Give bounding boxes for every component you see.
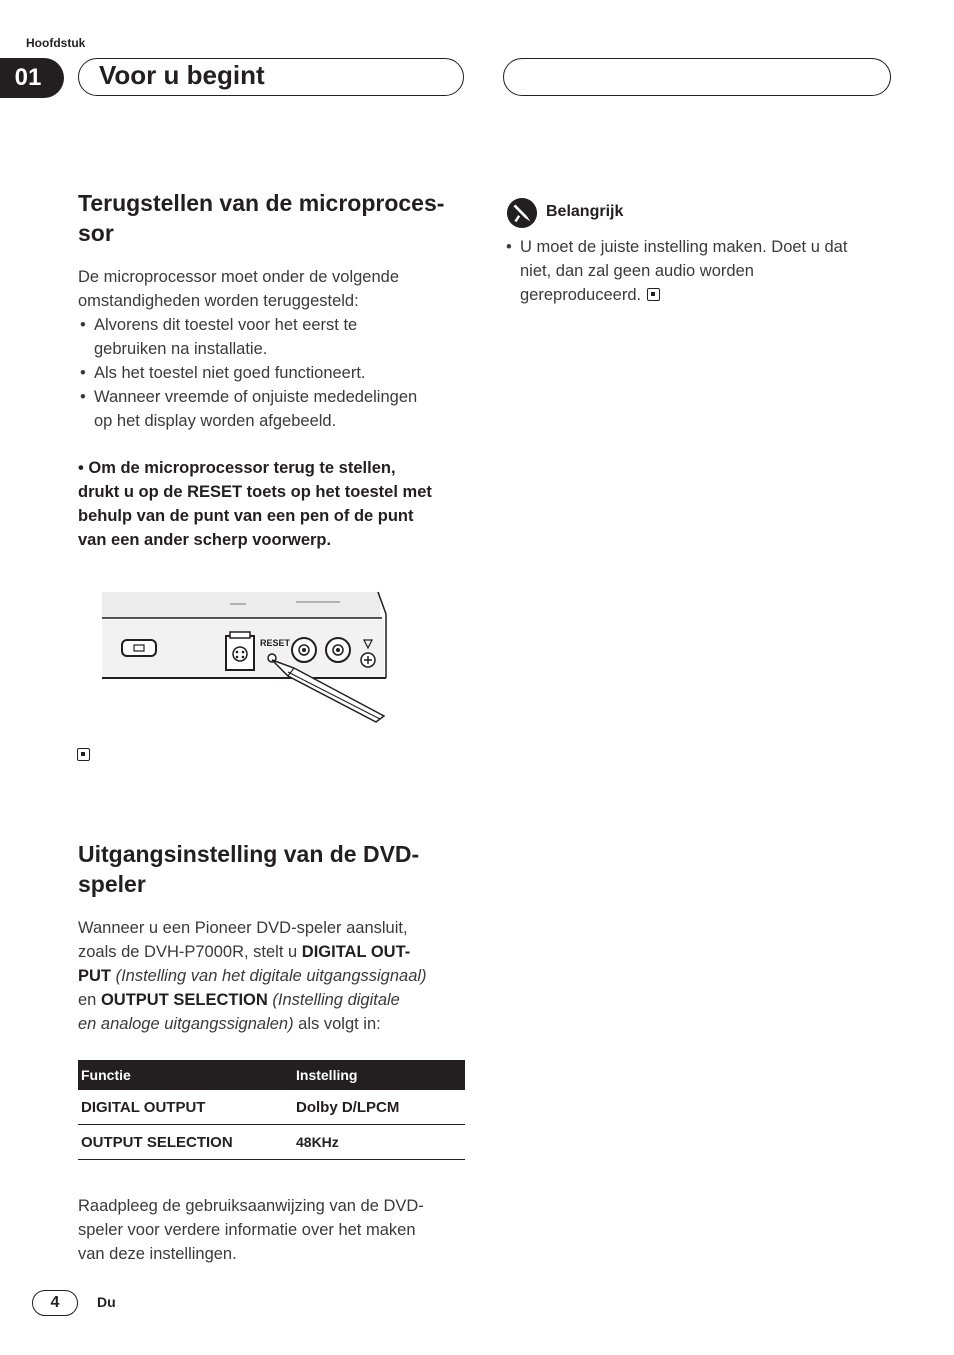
intro-text: De microprocessor moet onder de volgende omstandigheden worden teruggesteld: [78, 268, 400, 310]
section-heading-reset: Terugstellen van de microproces- sor [78, 190, 445, 246]
section-reset-body [78, 265, 468, 433]
table-header-setting: Instelling [293, 1060, 465, 1090]
end-of-section-icon [77, 748, 90, 761]
end-of-section-icon [647, 288, 660, 301]
list-item: • Alvorens dit toestel voor het eerst te gebruiken na installatie. [78, 313, 468, 361]
section-heading-dvd-output: Uitgangsinstelling van de DVD- speler [78, 841, 420, 897]
table-cell: DIGITAL OUTPUT [78, 1090, 293, 1125]
table-cell: Dolby D/LPCM [293, 1090, 465, 1125]
reset-button-illustration [100, 588, 392, 723]
important-label: Belangrijk [546, 203, 624, 220]
table-header-function: Functie [78, 1060, 293, 1090]
chapter-number: 01 [0, 58, 64, 98]
important-note [504, 235, 894, 307]
table-cell: 48KHz [293, 1125, 465, 1160]
language-code: Du [97, 1294, 116, 1310]
table-header-row [78, 1060, 465, 1090]
table-row [78, 1125, 465, 1160]
page-number: 4 [32, 1290, 78, 1316]
important-pencil-icon [506, 197, 538, 229]
settings-table [78, 1060, 465, 1160]
chapter-title: Voor u begint [99, 60, 265, 90]
reset-conditions-list [78, 313, 468, 433]
reset-instruction: • Om de microprocessor terug te stellen, drukt u op de RESET toets op het toestel met behulp van de punt van een pen of de punt van een ander scherp voorwerp. [78, 459, 432, 549]
closing-paragraph: Raadpleeg de gebruiksaanwijzing van de DVD- speler voor verdere informatie over het maken van deze instellingen. [78, 1197, 424, 1263]
list-item: • Als het toestel niet goed functioneert. [78, 361, 468, 385]
chapter-title-box [78, 58, 464, 96]
table-cell: OUTPUT SELECTION [78, 1125, 293, 1160]
list-item: • U moet de juiste instelling maken. Doet u dat niet, dan zal geen audio worden gereproduceerd. [504, 235, 894, 307]
reset-label: RESET [260, 638, 291, 648]
list-item: • Wanneer vreemde of onjuiste mededelingen op het display worden afgebeeld. [78, 385, 468, 433]
header-empty-box [503, 58, 891, 96]
chapter-label: Hoofdstuk [26, 36, 86, 50]
table-row [78, 1090, 465, 1125]
dvd-output-paragraph: Wanneer u een Pioneer DVD-speler aansluit, zoals de DVH-P7000R, stelt u DIGITAL OUT- PUT (Instelling van het digitale uitgangssignaal) en OUTPUT SELECTION (Instelling digitale en analoge uitgangssignalen) als volgt in: [78, 919, 427, 1033]
